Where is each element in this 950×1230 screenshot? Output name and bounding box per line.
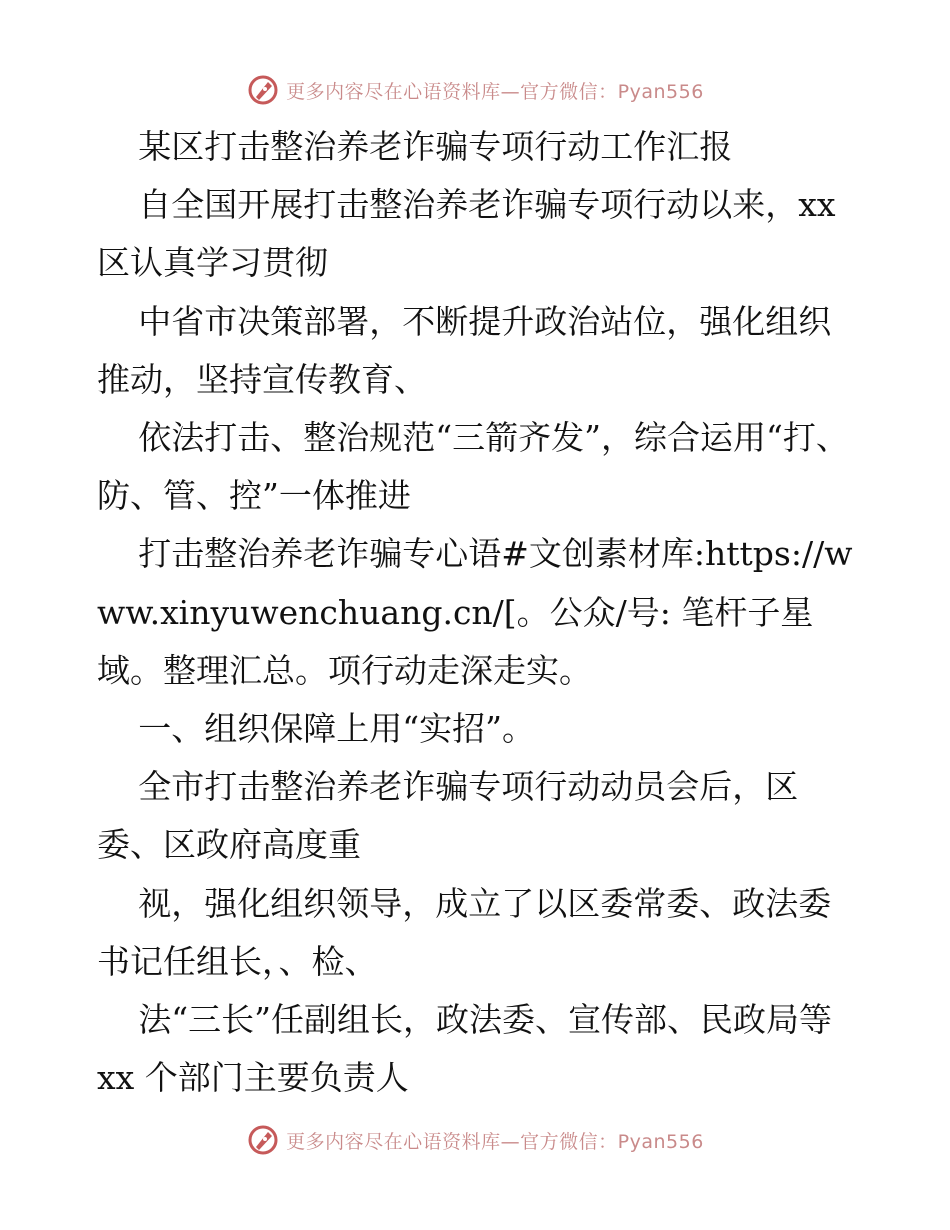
- watermark-text: 更多内容尽在心语资料库—官方微信：Pyan556: [286, 1130, 704, 1153]
- paragraph: 中省市决策部署，不断提升政治站位，强化组织推动，坚持宣传教育、: [97, 301, 832, 399]
- paragraph: 视，强化组织领导，成立了以区委常委、政法委书记任组长，、检、: [97, 883, 832, 981]
- paragraph: 自全国开展打击整治养老诈骗专项行动以来，xx区认真学习贯彻: [97, 185, 836, 283]
- paragraph: 打击整治养老诈骗专心语#文创素材库:https://www.xinyuwenchuang.cn/[。公众/号: 笔杆子星域。整理汇总。项行动走深走实。: [97, 534, 853, 690]
- document-title: 某区打击整治养老诈骗专项行动工作汇报: [138, 127, 733, 166]
- paragraph: 依法打击、整治规范“三箭齐发”，综合运用“打、防、管、控”一体推进: [97, 418, 849, 516]
- section-heading: 一、组织保障上用“实招”。: [138, 709, 535, 749]
- document-body: [97, 118, 857, 1107]
- footer-watermark: [0, 1120, 950, 1160]
- pen-nib-circle-icon: [246, 1123, 280, 1157]
- watermark-text: 更多内容尽在心语资料库—官方微信：Pyan556: [286, 80, 704, 103]
- paragraph: 全市打击整治养老诈骗专项行动动员会后，区委、区政府高度重: [97, 767, 799, 865]
- pen-nib-circle-icon: [246, 73, 280, 107]
- paragraph: 法“三长”任副组长，政法委、宣传部、民政局等 xx 个部门主要负责人: [97, 1000, 832, 1098]
- header-watermark: [0, 70, 950, 110]
